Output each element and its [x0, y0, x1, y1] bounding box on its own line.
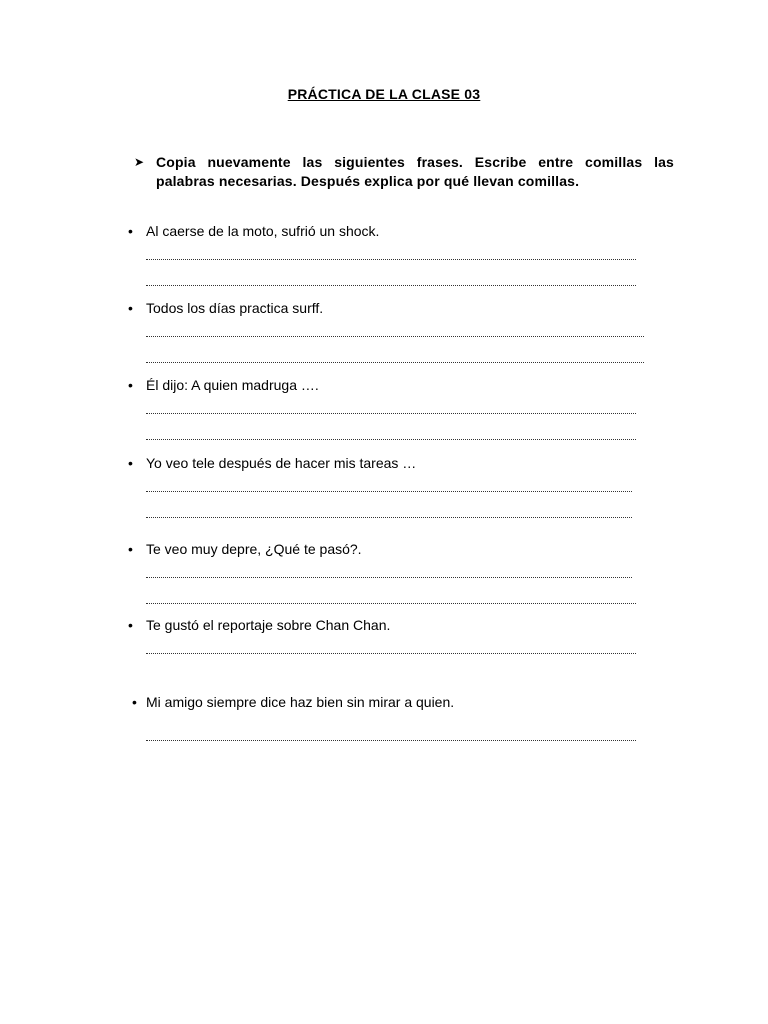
exercise-item-1	[128, 222, 668, 286]
bullet-icon: •	[128, 223, 133, 239]
exercise-sentence: Te veo muy depre, ¿Qué te pasó?.	[146, 541, 362, 557]
page-title: PRÁCTICA DE LA CLASE 03	[287, 86, 481, 102]
exercise-item-6	[128, 616, 668, 654]
exercise-sentence: Él dijo: A quien madruga ….	[146, 377, 319, 393]
answer-line[interactable]	[146, 602, 636, 604]
answer-line[interactable]	[146, 739, 636, 741]
exercise-sentence: Te gustó el reportaje sobre Chan Chan.	[146, 617, 391, 633]
bullet-icon: •	[128, 300, 133, 316]
bullet-icon: •	[132, 694, 137, 710]
answer-line[interactable]	[146, 258, 636, 260]
bullet-icon: •	[128, 377, 133, 393]
bullet-icon: •	[128, 541, 133, 557]
exercise-item-4	[128, 454, 668, 518]
bullet-icon: •	[128, 455, 133, 471]
arrowhead-bullet-icon: ➤	[134, 155, 145, 169]
answer-line[interactable]	[146, 438, 636, 440]
exercise-sentence: Yo veo tele después de hacer mis tareas …	[146, 455, 417, 471]
exercise-sentence: Mi amigo siempre dice haz bien sin mirar a quien.	[146, 694, 455, 710]
answer-line[interactable]	[146, 412, 636, 414]
answer-line[interactable]	[146, 335, 644, 337]
exercise-sentence: Todos los días practica surff.	[146, 300, 324, 316]
instruction-block	[134, 153, 674, 191]
answer-line[interactable]	[146, 490, 632, 492]
instruction-text: Copia nuevamente las siguientes frases. Escribe entre comillas las palabras necesarias. Después explica por qué llevan comillas.	[156, 154, 674, 189]
exercise-item-2	[128, 299, 668, 363]
answer-line[interactable]	[146, 652, 636, 654]
answer-line[interactable]	[146, 576, 632, 578]
answer-line[interactable]	[146, 284, 636, 286]
exercise-item-5	[128, 540, 668, 604]
exercise-item-3	[128, 376, 668, 440]
bullet-icon: •	[128, 617, 133, 633]
answer-line[interactable]	[146, 516, 632, 518]
exercise-item-7	[132, 693, 672, 741]
answer-line[interactable]	[146, 361, 644, 363]
exercise-sentence: Al caerse de la moto, sufrió un shock.	[146, 223, 380, 239]
